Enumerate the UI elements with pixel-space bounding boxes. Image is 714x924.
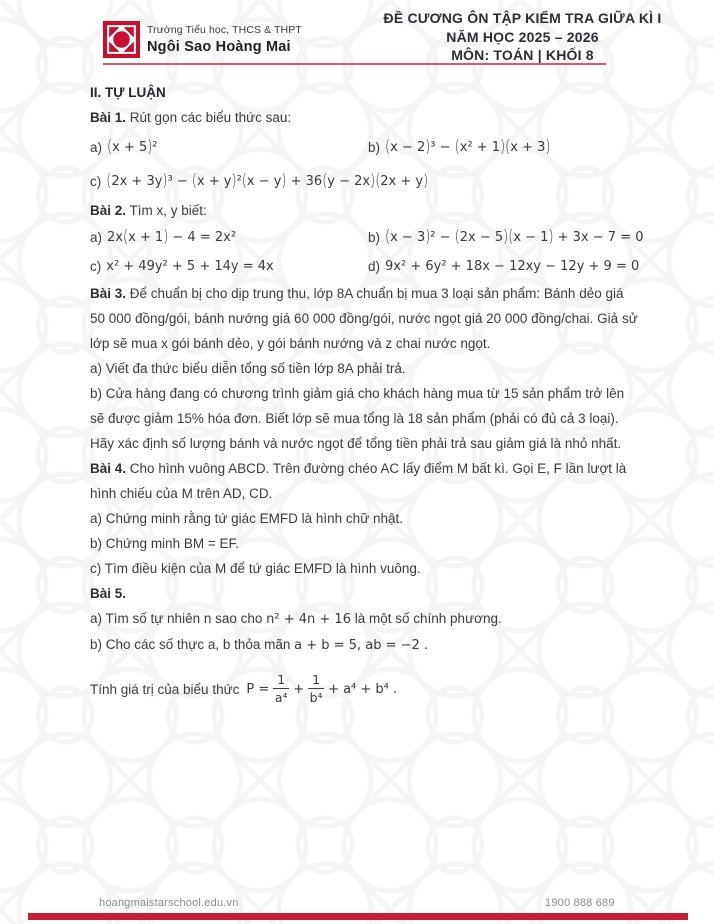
problem-3-item-b: b) Cửa hàng đang có chương trình giảm giá cho khách hàng mua từ 15 sản phẩm trở lên sẽ được giảm 15% hóa đơn. Biết lớp sẽ mua tổng là 18 sản phẩm (phải có đủ cả 3 loại). Hãy xác định số lượng bánh và nước ngọt để tổng tiền phải trả sau giảm giá là nhỏ nhất. xyxy=(90,386,625,451)
math-expression: x² + 49y² + 5 + 14y = 4x xyxy=(106,259,274,274)
exam-title-block xyxy=(350,9,695,65)
problem-3-statement: Để chuẩn bị cho dịp trung thu, lớp 8A chuẩn bị mua 3 loại sản phẩm: Bánh dẻo giá 50 000 đồng/gói, bánh nướng giá 60 000 đồng/gói, nước ngọt giá 20 000 đồng/chai. Giả sử lớp sẽ mua x gói bánh dẻo, y gói bánh nướng và z chai nước ngọt. xyxy=(90,286,638,351)
problem-2-item-d xyxy=(368,252,639,281)
exam-subject-line: MÔN: TOÁN | KHỐI 8 xyxy=(451,47,594,63)
school-type-text: Trường Tiểu học, THCS & THPT xyxy=(147,24,302,36)
problem-5-evaluate-lead: Tính giá trị của biểu thức xyxy=(90,681,240,697)
section-heading: II. TỰ LUẬN xyxy=(90,85,166,100)
school-name-text: Ngôi Sao Hoàng Mai xyxy=(147,39,291,55)
problem-1-item-c xyxy=(90,169,428,194)
footer-website: hoangmaistarschool.edu.vn xyxy=(99,897,239,909)
fraction-numerator: 1 xyxy=(273,673,289,689)
school-logo xyxy=(103,21,140,58)
math-expression: n² + 4n + 16 xyxy=(266,612,351,627)
problem-1-label: Bài 1. xyxy=(90,110,127,125)
math-expression: (x − 2)³ − (x² + 1)(x + 3) xyxy=(385,137,551,157)
problem-1-item-a xyxy=(90,135,158,160)
problem-5-item-a-post: là một số chính phương. xyxy=(354,611,502,626)
problem-4-text xyxy=(90,456,642,506)
problem-2-row-ab xyxy=(90,223,642,252)
problem-4-item-a: a) Chứng minh rằng tứ giác EMFD là hình chữ nhật. xyxy=(90,511,404,526)
math-expression: (x + 5)² xyxy=(107,137,158,157)
exam-year-line: NĂM HỌC 2025 – 2026 xyxy=(446,28,599,45)
header-divider xyxy=(103,63,606,65)
item-label: c) xyxy=(90,173,102,189)
math-p-equals: P = xyxy=(246,681,270,697)
item-label: b) xyxy=(368,139,381,155)
fraction xyxy=(308,673,324,705)
problem-5-item-a xyxy=(90,606,642,632)
problem-1-intro xyxy=(90,105,642,130)
fraction-denominator: b⁴ xyxy=(309,690,323,706)
fraction-numerator: 1 xyxy=(308,673,324,689)
problem-5-label-line xyxy=(90,581,642,606)
item-label: a) xyxy=(90,230,103,245)
plus-operator: + xyxy=(293,681,305,697)
problem-4-item-c: c) Tìm điều kiện của M để tứ giác EMFD là hình vuông. xyxy=(90,561,421,576)
item-label: c) xyxy=(90,259,102,274)
school-logo-icon xyxy=(103,21,140,58)
problem-5-label: Bài 5. xyxy=(90,586,127,601)
footer-red-bar xyxy=(28,913,688,920)
problem-5-item-a-pre: a) Tìm số tự nhiên n sao cho xyxy=(90,611,263,626)
problem-1-row-c xyxy=(90,164,642,198)
item-label: b) xyxy=(368,230,381,245)
math-expression: (2x + 3y)³ − (x + y)²(x − y) + 36(y − 2x)(2x + y) xyxy=(106,171,429,191)
problem-1-item-b xyxy=(368,130,550,164)
problem-1-row-ab xyxy=(90,130,642,164)
math-expression: a + b = 5, ab = −2 . xyxy=(294,638,429,653)
math-expression: 2x(x + 1) − 4 = 2x² xyxy=(107,227,237,248)
problem-4-statement: Cho hình vuông ABCD. Trên đường chéo AC lấy điểm M bất kì. Gọi E, F lần lượt là hình chiếu của M trên AD, CD. xyxy=(90,461,627,501)
exam-title-line: ĐỀ CƯƠNG ÔN TẬP KIỂM TRA GIỮA KÌ I xyxy=(383,10,662,26)
math-expression-tail: + a⁴ + b⁴ . xyxy=(328,681,398,697)
problem-5-item-b-pre: b) Cho các số thực a, b thỏa mãn xyxy=(90,637,291,652)
problem-3-text xyxy=(90,281,642,356)
fraction-denominator: a⁴ xyxy=(274,690,288,706)
problem-2-item-c xyxy=(90,254,274,279)
problem-1-intro-text: Rút gọn các biểu thức sau: xyxy=(129,110,292,125)
problem-5-evaluate-line xyxy=(90,667,642,711)
problem-2-intro xyxy=(90,198,642,223)
problem-3-label: Bài 3. xyxy=(90,286,127,301)
math-expression: (x − 3)² − (2x − 5)(x − 1) + 3x − 7 = 0 xyxy=(385,227,644,248)
fraction xyxy=(273,673,289,705)
problem-4-label: Bài 4. xyxy=(90,461,127,476)
problem-2-row-cd xyxy=(90,252,642,281)
item-label: d) xyxy=(368,259,381,274)
problem-4-item-b: b) Chứng minh BM = EF. xyxy=(90,536,239,551)
math-expression-with-fractions xyxy=(244,673,399,705)
item-label: a) xyxy=(90,139,103,155)
problem-3-item-a: a) Viết đa thức biểu diễn tổng số tiền lớp 8A phải trả. xyxy=(90,361,406,376)
exam-content xyxy=(90,80,642,711)
problem-2-item-a xyxy=(90,225,236,250)
problem-2-label: Bài 2. xyxy=(90,203,127,218)
school-name-block xyxy=(147,24,302,55)
footer-phone: 1900 888 689 xyxy=(545,897,615,909)
problem-2-intro-text: Tìm x, y biết: xyxy=(129,203,207,218)
math-expression: 9x² + 6y² + 18x − 12xy − 12y + 9 = 0 xyxy=(385,259,640,274)
problem-5-item-b xyxy=(90,632,642,658)
problem-2-item-b xyxy=(368,223,644,252)
